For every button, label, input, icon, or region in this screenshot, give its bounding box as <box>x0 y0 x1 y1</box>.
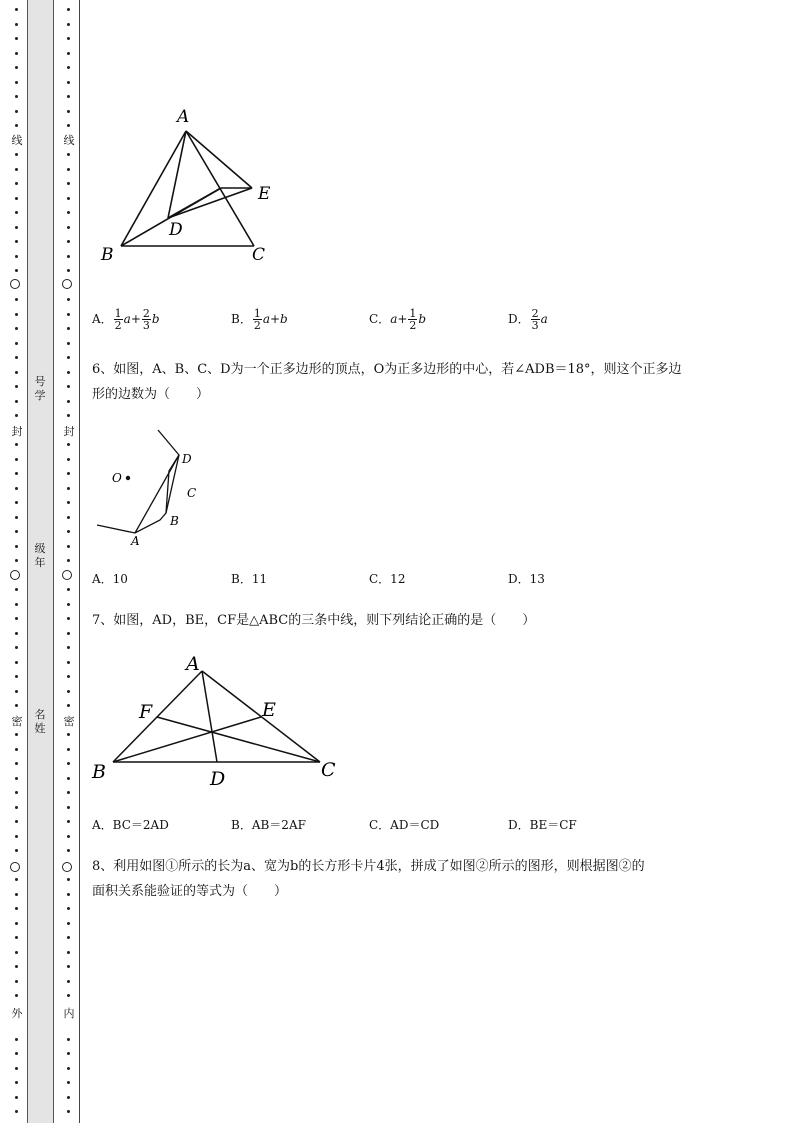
inner-margin-dot <box>67 298 70 301</box>
inner-margin-dot <box>67 226 70 229</box>
inner-margin-dot <box>67 980 70 983</box>
fig5-line-AD <box>168 131 186 218</box>
outer-margin-dot <box>15 806 18 809</box>
inner-margin-dot <box>67 269 70 272</box>
figure-q6-polygon <box>92 425 222 550</box>
outer-margin-dot <box>15 632 18 635</box>
inner-margin-dot <box>67 356 70 359</box>
q5-option-d: D． $\frac{2}{3}$ a <box>508 307 548 332</box>
outer-margin-dot <box>15 197 18 200</box>
inner-margin-dot <box>67 646 70 649</box>
q7-option-a: A．BC＝2AD <box>92 818 169 832</box>
inner-margin-dot <box>67 1052 70 1055</box>
outer-margin-dot <box>15 835 18 838</box>
outer-margin-dot <box>15 893 18 896</box>
inner-margin-dot <box>67 777 70 780</box>
outer-margin-dot <box>15 646 18 649</box>
outer-margin-dot <box>15 400 18 403</box>
q7-line-1: 7、如图，AD，BE，CF是△ABC的三条中线，则下列结论正确的是（ ） <box>92 613 536 628</box>
outer-margin-dot <box>15 922 18 925</box>
outer-margin-dot <box>15 414 18 417</box>
fig7-label-C: C <box>321 759 336 781</box>
fig5-line-AE <box>186 131 252 188</box>
outer-margin-dot <box>15 951 18 954</box>
fig6-label-O: O <box>112 471 122 485</box>
outer-margin-dot <box>15 342 18 345</box>
inner-margin-dot <box>67 806 70 809</box>
inner-margin-dot <box>67 197 70 200</box>
outer-margin-dot <box>15 777 18 780</box>
inner-margin-dot <box>67 124 70 127</box>
inner-margin-dot <box>67 820 70 823</box>
q8-line-1: 8、利用如图①所示的长为a、宽为b的长方形卡片4张，拼成了如图②所示的图形，则根据图②的 <box>92 859 645 874</box>
inner-margin-dot <box>67 182 70 185</box>
inner-margin-dot <box>67 255 70 258</box>
inner-margin-dot <box>67 907 70 910</box>
q6-line-2: 形的边数为（ ） <box>92 387 210 402</box>
inner-margin-dot <box>67 371 70 374</box>
inner-margin-dot <box>67 1038 70 1041</box>
outer-margin-dot <box>15 52 18 55</box>
outer-margin-dot <box>15 878 18 881</box>
q5-option-c: C．a+ $\frac{1}{2}$ b <box>369 307 427 332</box>
inner-margin-dot <box>67 501 70 504</box>
fig6-polygon-outline <box>97 430 179 533</box>
inner-margin-circle <box>62 862 72 872</box>
outer-margin-cut-char: 封 <box>11 425 23 438</box>
outer-margin-dot <box>15 1110 18 1113</box>
inner-margin-cut-char: 密 <box>63 715 75 728</box>
outer-margin-dot <box>15 588 18 591</box>
outer-margin-dot <box>15 269 18 272</box>
inner-margin-dot <box>67 588 70 591</box>
inner-margin-dot <box>67 472 70 475</box>
outer-margin-dot <box>15 965 18 968</box>
inner-margin-dot <box>67 327 70 330</box>
fig5-line-DE <box>168 188 252 218</box>
outer-margin-dot <box>15 298 18 301</box>
outer-margin-dot <box>15 153 18 156</box>
outer-margin-dot <box>15 371 18 374</box>
outer-margin-dot <box>15 168 18 171</box>
inner-margin-dot <box>67 661 70 664</box>
inner-margin-dot <box>67 342 70 345</box>
outer-margin-dot <box>15 791 18 794</box>
inner-margin-dot <box>67 545 70 548</box>
fig7-label-D: D <box>210 768 226 790</box>
inner-margin-dot <box>67 690 70 693</box>
q8-line-2: 面积关系能验证的等式为（ ） <box>92 884 288 899</box>
inner-margin-dot <box>67 1110 70 1113</box>
outer-margin-dot <box>15 1081 18 1084</box>
outer-margin-dot <box>15 994 18 997</box>
outer-margin-dot <box>15 226 18 229</box>
outer-margin-circle <box>10 862 20 872</box>
inner-margin-dot <box>67 211 70 214</box>
outer-margin-dot <box>15 255 18 258</box>
outer-margin-dot <box>15 356 18 359</box>
q6-line-1: 6、如图，A、B、C、D为一个正多边形的顶点，O为正多边形的中心，若∠ADB＝18°，则这个正多边 <box>92 362 682 377</box>
q6-option-b: B．11 <box>231 572 268 586</box>
question-6-text <box>92 357 752 407</box>
q5-options <box>92 308 692 338</box>
label-grade: 级 年 <box>34 542 46 569</box>
outer-margin-dot <box>15 23 18 26</box>
inner-margin-dot <box>67 37 70 40</box>
inner-margin-circle <box>62 570 72 580</box>
inner-margin-dot <box>67 8 70 11</box>
q7-option-d: D．BE＝CF <box>508 818 577 832</box>
outer-margin-cut-char: 线 <box>11 134 23 147</box>
fig7-label-B: B <box>92 761 106 783</box>
inner-margin-dot <box>67 632 70 635</box>
outer-margin-dot <box>15 95 18 98</box>
outer-margin-cut-char: 密 <box>11 715 23 728</box>
outer-margin-dot <box>15 748 18 751</box>
inner-margin-dot <box>67 168 70 171</box>
inner-margin-dot <box>67 965 70 968</box>
fig5-label-E: E <box>258 184 271 204</box>
inner-margin-dot <box>67 414 70 417</box>
outer-margin-dot <box>15 545 18 548</box>
inner-margin-dot <box>67 878 70 881</box>
fig7-label-A: A <box>186 653 200 675</box>
q5-option-a: A． $\frac{1}{2}$ a+ $\frac{2}{3}$ b <box>92 307 160 332</box>
outer-margin-dot <box>15 1096 18 1099</box>
outer-margin-cut-char: 外 <box>11 1007 23 1020</box>
fig5-label-B: B <box>101 245 114 265</box>
margin-border-line <box>79 0 80 1123</box>
outer-margin-circle <box>10 279 20 289</box>
question-7-text <box>92 608 752 633</box>
outer-margin-dot <box>15 487 18 490</box>
outer-margin-dot <box>15 820 18 823</box>
inner-margin-dot <box>67 994 70 997</box>
outer-margin-dot <box>15 182 18 185</box>
inner-margin-dot <box>67 835 70 838</box>
fig6-center-dot <box>126 476 130 480</box>
fig7-line-AC <box>202 671 320 762</box>
inner-margin-dot <box>67 603 70 606</box>
inner-margin-cut-char: 内 <box>63 1007 75 1020</box>
outer-margin-dot <box>15 516 18 519</box>
outer-margin-dot <box>15 559 18 562</box>
fig5-label-D: D <box>169 220 183 240</box>
q6-option-a: A．10 <box>92 572 128 586</box>
outer-binding-margin <box>12 0 24 1123</box>
outer-margin-dot <box>15 66 18 69</box>
outer-margin-dot <box>15 849 18 852</box>
outer-margin-dot <box>15 603 18 606</box>
outer-margin-dot <box>15 907 18 910</box>
fig6-label-C: C <box>187 486 197 500</box>
outer-margin-dot <box>15 443 18 446</box>
q6-options <box>92 570 692 590</box>
outer-margin-dot <box>15 81 18 84</box>
inner-margin-dot <box>67 1067 70 1070</box>
outer-margin-dot <box>15 1052 18 1055</box>
inner-margin-dot <box>67 617 70 620</box>
outer-margin-dot <box>15 1067 18 1070</box>
outer-margin-dot <box>15 8 18 11</box>
outer-margin-dot <box>15 501 18 504</box>
inner-margin-dot <box>67 240 70 243</box>
fig5-label-A: A <box>177 107 190 127</box>
outer-margin-dot <box>15 313 18 316</box>
inner-margin-dot <box>67 1096 70 1099</box>
outer-margin-dot <box>15 661 18 664</box>
label-student-number: 号 学 <box>34 375 46 402</box>
inner-margin-dot <box>67 704 70 707</box>
fig7-label-F: F <box>139 701 153 723</box>
inner-margin-dot <box>67 110 70 113</box>
inner-margin-dot <box>67 530 70 533</box>
outer-margin-dot <box>15 762 18 765</box>
outer-margin-dot <box>15 530 18 533</box>
fig6-label-B: B <box>170 514 179 528</box>
figure-q5-triangles <box>95 100 295 270</box>
inner-margin-cut-char: 封 <box>63 425 75 438</box>
inner-margin-cut-char: 线 <box>63 134 75 147</box>
outer-margin-dot <box>15 690 18 693</box>
fig7-label-E: E <box>262 699 276 721</box>
outer-margin-dot <box>15 704 18 707</box>
outer-margin-dot <box>15 124 18 127</box>
fig5-line-D-inner <box>168 188 221 218</box>
outer-margin-dot <box>15 458 18 461</box>
inner-margin-dot <box>67 443 70 446</box>
question-8-text <box>92 854 752 904</box>
fig6-label-D: D <box>182 452 192 466</box>
inner-margin-dot <box>67 516 70 519</box>
outer-margin-dot <box>15 110 18 113</box>
outer-margin-dot <box>15 472 18 475</box>
inner-margin-dot <box>67 849 70 852</box>
inner-margin-dot <box>67 458 70 461</box>
outer-margin-circle <box>10 570 20 580</box>
outer-margin-dot <box>15 617 18 620</box>
inner-margin-dot <box>67 81 70 84</box>
label-name: 名 姓 <box>34 708 46 735</box>
inner-margin-dot <box>67 313 70 316</box>
outer-margin-dot <box>15 980 18 983</box>
outer-margin-dot <box>15 675 18 678</box>
inner-margin-dot <box>67 487 70 490</box>
inner-margin-dot <box>67 1081 70 1084</box>
inner-margin-dot <box>67 400 70 403</box>
inner-margin-dot <box>67 762 70 765</box>
outer-margin-dot <box>15 240 18 243</box>
q6-option-d: D．13 <box>508 572 545 586</box>
q7-option-b: B．AB＝2AF <box>231 818 306 832</box>
inner-margin-circle <box>62 279 72 289</box>
inner-margin-dot <box>67 733 70 736</box>
inner-margin-dot <box>67 893 70 896</box>
inner-margin-dot <box>67 922 70 925</box>
outer-margin-dot <box>15 37 18 40</box>
inner-margin-dot <box>67 936 70 939</box>
q6-option-c: C．12 <box>369 572 406 586</box>
outer-margin-dot <box>15 327 18 330</box>
inner-margin-dot <box>67 23 70 26</box>
outer-margin-dot <box>15 733 18 736</box>
inner-margin-dot <box>67 385 70 388</box>
inner-binding-margin <box>64 0 76 1123</box>
q7-options <box>92 816 692 836</box>
outer-margin-dot <box>15 385 18 388</box>
fig6-label-A: A <box>131 534 140 548</box>
inner-margin-dot <box>67 791 70 794</box>
inner-margin-dot <box>67 559 70 562</box>
inner-margin-dot <box>67 748 70 751</box>
inner-margin-dot <box>67 66 70 69</box>
q7-option-c: C．AD＝CD <box>369 818 440 832</box>
inner-margin-dot <box>67 52 70 55</box>
fig7-median-AD <box>202 671 217 762</box>
figure-q7-medians <box>90 650 350 790</box>
inner-margin-dot <box>67 95 70 98</box>
outer-margin-dot <box>15 936 18 939</box>
inner-margin-dot <box>67 951 70 954</box>
outer-margin-dot <box>15 211 18 214</box>
outer-margin-dot <box>15 1038 18 1041</box>
inner-margin-dot <box>67 153 70 156</box>
q5-option-b: B． $\frac{1}{2}$ a+b <box>231 307 288 332</box>
fig5-label-C: C <box>252 245 266 265</box>
inner-margin-dot <box>67 675 70 678</box>
